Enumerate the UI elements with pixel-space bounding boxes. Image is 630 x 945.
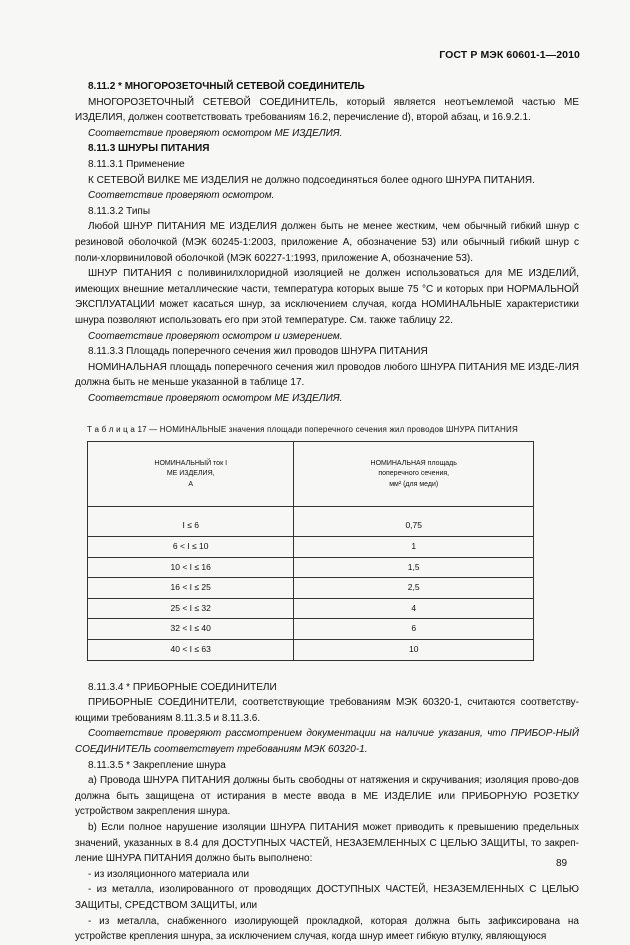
paragraph: Соответствие проверяют рассмотрением документации на наличие указания, что ПРИБОР-НЫЙ СОЕДИНИТЕЛЬ соответствует требованиям МЭК 60320-1.: [75, 728, 579, 755]
table-row: [88, 598, 534, 619]
paragraph: b) Если полное нарушение изоляции ШНУРА ПИТАНИЯ может приводить к превышению предельных значений, указанных в 8.4 для ДОСТУПНЫХ ЧАСТЕЙ, НЕЗАЗЕМЛЕННЫХ С ЦЕЛЬЮ ЗАЩИТЫ, то закреп-ление ШНУРА ПИТАНИЯ должно быть выполнено:: [75, 821, 579, 865]
current-cell: 16 < I ≤ 25: [88, 578, 294, 599]
paragraph: Соответствие проверяют осмотром и измерением.: [88, 330, 343, 342]
table-caption: Т а б л и ц а 17 — НОМИНАЛЬНЫЕ значения площади поперечного сечения жил проводов ШНУРА ПИТАНИЯ: [87, 425, 518, 435]
paragraph: - из изоляционного материала или: [88, 868, 250, 880]
current-cell: 40 < I ≤ 63: [88, 640, 294, 661]
paragraph: Любой ШНУР ПИТАНИЯ МЕ ИЗДЕЛИЯ должен быть не менее жестким, чем обычный гибкий шнур с резиновой оболочкой (МЭК 60245-1:2003, приложение А, обозначение 53) или обычный гибкий шнур с поли-хлорвиниловой оболочкой (МЭК 60227-1:1993, приложение А, обозначение 53).: [75, 221, 579, 264]
current-cell: 6 < I ≤ 10: [88, 537, 294, 558]
table-header-area: [294, 442, 534, 507]
table-header-current: [88, 442, 294, 507]
area-cell: 2,5: [294, 578, 534, 599]
paragraph: 8.11.3.3 Площадь поперечного сечения жил проводов ШНУРА ПИТАНИЯ: [88, 346, 428, 358]
current-cell: 32 < I ≤ 40: [88, 619, 294, 640]
bottom-section: [75, 680, 579, 945]
table-row: [88, 537, 534, 558]
area-cell: 4: [294, 598, 534, 619]
paragraph: ПРИБОРНЫЕ СОЕДИНИТЕЛИ, соответствующие требованиям МЭК 60320-1, считаются соответству-ющими требованиям 8.11.3.5 и 8.11.3.6.: [75, 697, 579, 724]
area-cell: 10: [294, 640, 534, 661]
header-current-line1: НОМИНАЛЬНЫЙ ток I: [154, 459, 228, 467]
paragraph: - из металла, снабженного изолирующей прокладкой, которая должна быть зафиксирована на устройстве крепления шнура, за исключением случая, когда шнур имеет гибкую втулку, являющуюся: [75, 915, 579, 943]
area-cell: 1: [294, 537, 534, 558]
paragraph: Соответствие проверяют осмотром.: [88, 190, 275, 202]
paragraph: Соответствие проверяют осмотром МЕ ИЗДЕЛИЯ.: [88, 127, 343, 139]
paragraph: 8.11.3.5 * Закрепление шнура: [88, 759, 226, 771]
cross-section-table: [87, 441, 534, 660]
table-row: [88, 619, 534, 640]
header-area-line1: НОМИНАЛЬНАЯ площадь: [370, 459, 457, 467]
paragraph: Соответствие проверяют осмотром МЕ ИЗДЕЛИЯ.: [88, 392, 343, 404]
paragraph: НОМИНАЛЬНАЯ площадь поперечного сечения жил проводов любого ШНУРА ПИТАНИЯ МЕ ИЗДЕ-ЛИЯ должна быть не меньше указанной в таблице 17.: [75, 361, 579, 389]
paragraph: - из металла, изолированного от проводящих ДОСТУПНЫХ ЧАСТЕЙ, НЕЗАЗЕМЛЕННЫХ С ЦЕЛЬЮ ЗАЩИТЫ, СРЕДСТВОМ ЗАЩИТЫ, или: [75, 884, 579, 911]
header-current-line3: А: [188, 480, 194, 488]
table-spacer-row: [88, 507, 534, 517]
area-cell: 0,75: [294, 516, 534, 536]
area-cell: 1,5: [294, 557, 534, 578]
area-cell: 6: [294, 619, 534, 640]
paragraph: ШНУР ПИТАНИЯ с поливинилхлоридной изоляцией не должен использоваться для МЕ ИЗДЕЛИЙ, имеющих внешние металлические части, температура которых выше 75 °С и которых при НОРМАЛЬНОЙ ЭКСПЛУАТАЦИИ может касаться шнур, за исключением случая, когда НОМИНАЛЬНЫЕ характеристики шнура позволяют использовать его при этой температуре. См. также таблицу 22.: [75, 268, 579, 326]
paragraph: 8.11.3.1 Применение: [88, 158, 185, 170]
current-cell: 25 < I ≤ 32: [88, 598, 294, 619]
table-row: [88, 578, 534, 599]
page-number: 89: [556, 858, 568, 869]
table-body: [88, 507, 534, 660]
top-section: [75, 79, 579, 406]
header-area-line3: мм² (для меди): [389, 480, 439, 488]
paragraph: 8.11.3.4 * ПРИБОРНЫЕ СОЕДИНИТЕЛИ: [88, 681, 277, 693]
table-row: [88, 557, 534, 578]
header-current-line2: МЕ ИЗДЕЛИЯ,: [166, 470, 215, 478]
table-row: [88, 640, 534, 661]
paragraph: а) Провода ШНУРА ПИТАНИЯ должны быть свободны от натяжения и скручивания; изоляция прово-дов должна быть защищена от истирания в месте ввода в МЕ ИЗДЕЛИЕ или ПРИБОРНУЮ РОЗЕТКУ устройством закрепления шнура.: [75, 775, 579, 818]
header-area-line2: поперечного сечения,: [378, 470, 450, 478]
current-cell: 10 < I ≤ 16: [88, 557, 294, 578]
current-cell: I ≤ 6: [88, 516, 294, 536]
table-row: [88, 516, 534, 536]
paragraph: МНОГОРОЗЕТОЧНЫЙ СЕТЕВОЙ СОЕДИНИТЕЛЬ, который является неотъемлемой частью МЕ ИЗДЕЛИЯ, должен соответствовать требованиям 16.2, перечисление d), второй абзац, и 16.9.2.1.: [75, 96, 579, 124]
paragraph: 8.11.3 ШНУРЫ ПИТАНИЯ: [88, 143, 210, 155]
paragraph: 8.11.3.2 Типы: [88, 205, 151, 217]
paragraph: 8.11.2 * МНОГОРОЗЕТОЧНЫЙ СЕТЕВОЙ СОЕДИНИТЕЛЬ: [88, 81, 365, 92]
paragraph: К СЕТЕВОЙ ВИЛКЕ МЕ ИЗДЕЛИЯ не должно подсоединяться более одного ШНУРА ПИТАНИЯ.: [88, 174, 535, 186]
document-body: [75, 79, 579, 945]
document-header: ГОСТ Р МЭК 60601-1—2010: [439, 49, 580, 61]
